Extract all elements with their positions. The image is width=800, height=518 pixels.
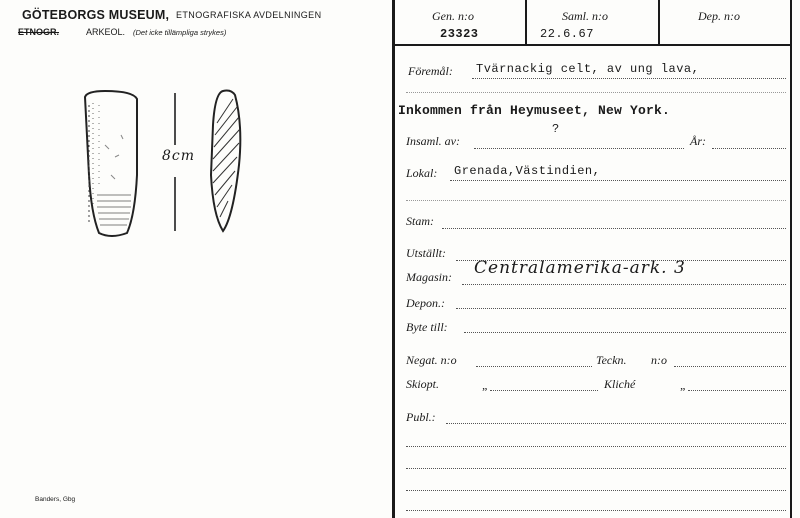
lokal-line-2 — [406, 200, 786, 201]
foremal-value: Tvärnackig celt, av ung lava, — [476, 62, 700, 76]
skiopt-ditto: „ — [482, 378, 489, 392]
byte-line — [464, 332, 786, 333]
arkeol-label: ARKEOL. — [86, 27, 126, 37]
size-label: 8cm — [162, 148, 196, 164]
dep-no-label: Dep. n:o — [698, 9, 740, 23]
box-bottom-line — [395, 44, 790, 46]
publ-line-4 — [406, 490, 786, 491]
inkommen-value: Inkommen från Heymuseet, New York. — [398, 103, 671, 118]
foremal-line — [472, 78, 786, 79]
publ-line-3 — [406, 468, 786, 469]
celt-drawing — [75, 85, 255, 250]
department-name: ETNOGRAFISKA AVDELNINGEN — [176, 10, 322, 20]
depon-line — [456, 308, 786, 309]
lokal-line — [450, 180, 786, 181]
kliche-ditto: „ — [680, 378, 687, 392]
byte-label: Byte till: — [406, 320, 448, 334]
publ-line-5 — [406, 510, 786, 511]
negat-line — [476, 366, 592, 367]
ar-line — [712, 148, 786, 149]
depon-label: Depon.: — [406, 296, 445, 310]
celt-front-view — [85, 91, 137, 236]
lokal-value: Grenada,Västindien, — [454, 164, 601, 178]
museum-name: GÖTEBORGS MUSEUM, — [22, 8, 170, 22]
skiopt-label: Skiopt. — [406, 377, 439, 391]
insaml-label: Insaml. av: — [406, 134, 460, 148]
box-divider-2 — [658, 0, 660, 44]
ar-label: År: — [690, 134, 706, 148]
publ-line-1 — [446, 423, 786, 424]
utstallt-label: Utställt: — [406, 246, 447, 260]
card-right-border — [790, 0, 792, 518]
celt-side-view — [211, 91, 240, 232]
gen-no-label: Gen. n:o — [432, 9, 474, 23]
foremal-line-2 — [406, 92, 786, 93]
printer-mark: Banders, Gbg — [35, 496, 76, 503]
lokal-label: Lokal: — [406, 166, 438, 180]
magasin-line — [462, 284, 786, 285]
stam-line — [442, 228, 786, 229]
box-divider-1 — [525, 0, 527, 44]
etnogr-label: ETNOGR. — [18, 27, 60, 37]
saml-no-value: 22.6.67 — [540, 27, 594, 41]
teckn-line — [674, 366, 786, 367]
kliche-label: Kliché — [604, 377, 636, 391]
foremal-label: Föremål: — [408, 64, 453, 78]
publ-line-2 — [406, 446, 786, 447]
teckn-label: Teckn. — [596, 353, 627, 367]
magasin-value: Centralamerika-ark. 3 — [474, 258, 686, 278]
insaml-line — [474, 148, 684, 149]
kliche-line — [688, 390, 786, 391]
stam-label: Stam: — [406, 214, 434, 228]
skiopt-line — [490, 390, 598, 391]
insaml-mark: ? — [552, 122, 560, 136]
negat-label: Negat. n:o — [406, 353, 457, 367]
strike-note: (Det icke tillämpliga strykes) — [133, 28, 227, 37]
publ-label: Publ.: — [406, 410, 436, 424]
teckn-no-label: n:o — [651, 353, 667, 367]
magasin-label: Magasin: — [406, 270, 452, 284]
card-left-border — [392, 0, 395, 518]
gen-no-value: 23323 — [440, 27, 479, 41]
saml-no-label: Saml. n:o — [562, 9, 608, 23]
